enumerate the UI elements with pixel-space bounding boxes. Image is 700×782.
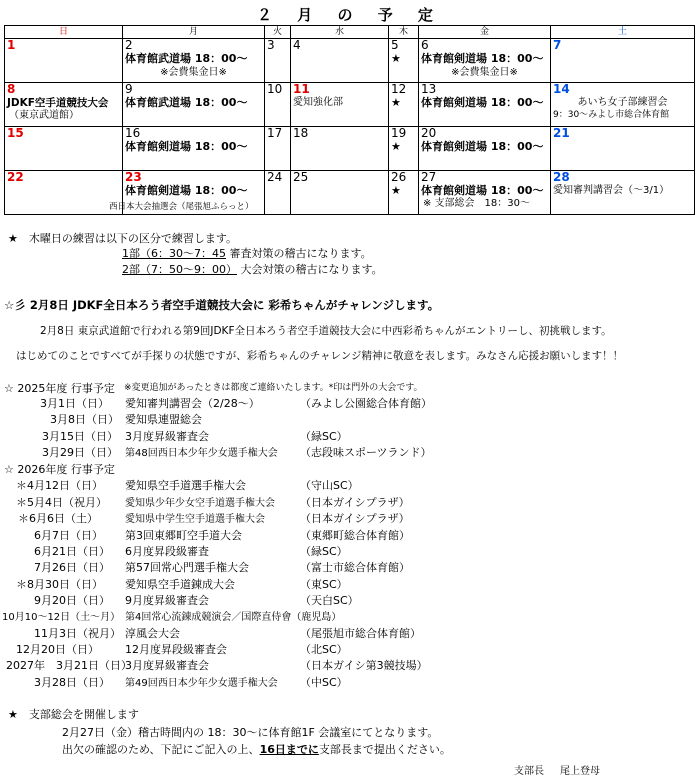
schedule-2026-venue: （北SC） [300,643,348,656]
schedule-2025-venue: （志段味スポーツランド） [300,446,432,459]
schedule-2026-heading: ☆ 2026年度 行事予定 [4,463,115,476]
date-number: 23 [125,170,142,184]
event-note: ※会費集金日※ [160,67,227,78]
schedule-2025-date: 3月15日（日） [42,430,118,443]
schedule-2026-event: 第4回常心流錬成競演会／国際直侍會（鹿児島） [125,612,342,623]
date-number: 20 [421,126,437,140]
schedule-2025-event: 愛知審判講習会（2/28～） [125,397,260,410]
calendar-day-cell [265,83,291,127]
schedule-2026-date: ＊4月12日（日） [16,479,103,492]
calendar-day-cell [291,171,389,215]
practice-event: 体育館剣道場 18：00～ [421,52,544,65]
practice-event: 体育館剣道場 18：00～ [421,184,544,197]
practice-event: 体育館剣道場 18：00～ [125,140,248,153]
practice-event: 体育館剣道場 18：00～ [125,184,248,197]
schedule-note: ※変更追加があったときは都度ご連絡いたします。*印は門外の大会です。 [124,383,423,393]
date-number: 1 [7,38,16,52]
event-note: 9：30～みよし市総合体育館 [553,110,670,120]
schedule-2026-venue: （日本ガイシプラザ） [300,512,410,525]
calendar-week [5,127,695,171]
schedule-2026-venue: （日本ガイシプラザ） [300,496,410,509]
schedule-2026-venue: （尾張旭市総合体育館） [300,627,421,640]
schedule-2026-event: 愛知県空手道錬成大会 [125,578,235,591]
schedule-2026-event: 淳風会大会 [125,627,180,640]
calendar-day-cell [551,83,695,127]
page-title: ２ 月 の 予 定 [257,6,443,24]
signature-name: 尾上登母 [560,766,600,777]
schedule-2026-venue: （守山SC） [300,479,359,492]
thursday-part2 [122,261,383,277]
part1-desc: 審査対策の稽古になります。 [229,247,372,260]
schedule-2026-venue: （東SC） [300,578,348,591]
date-number: 13 [421,82,437,96]
calendar-day-cell [389,171,419,215]
date-number: 21 [553,126,570,140]
date-number: 4 [293,38,301,52]
meeting-heading: ★ 支部総会を開催します [8,708,139,721]
schedule-2026-event: 第3回東郷町空手道大会 [125,529,242,542]
calendar-header-row [5,26,695,39]
star-mark: ★ [391,52,401,65]
calendar-day-cell [123,39,265,83]
event-note: ※会費集金日※ [451,67,518,78]
schedule-2026-event: 愛知県中学生空手道選手権大会 [125,514,265,525]
calendar-day-cell [5,83,123,127]
star-mark: ★ [391,96,401,109]
meeting-line-2-post: 支部長まで提出ください。 [318,743,451,756]
calendar-day-cell [291,127,389,171]
day-header-fri: 金 [419,26,551,39]
date-number: 24 [267,170,283,184]
calendar-day-cell [389,39,419,83]
date-number: 28 [553,170,570,184]
date-number: 14 [553,82,570,96]
date-number: 19 [391,126,407,140]
practice-event: 体育館武道場 18：00～ [125,96,248,109]
schedule-2025-date: 3月8日（日） [50,413,119,426]
schedule-2026-venue: （緑SC） [300,545,348,558]
date-number: 27 [421,170,437,184]
calendar-day-cell [419,171,551,215]
day-header-sat: 土 [551,26,695,39]
schedule-2026-venue: （東郷町総合体育館） [300,529,410,542]
signature-role: 支部長 [514,766,544,777]
day-header-wed: 水 [291,26,389,39]
schedule-2026-date: 9月20日（日） [34,594,110,607]
meeting-line-2 [62,741,451,757]
calendar-day-cell [5,127,123,171]
date-number: 10 [267,82,283,96]
calendar-day-cell [419,39,551,83]
date-number: 5 [391,38,399,52]
calendar-day-cell [5,39,123,83]
practice-event: 体育館武道場 18：00～ [125,52,248,65]
date-number: 16 [125,126,141,140]
calendar-day-cell [389,127,419,171]
schedule-2026-date: 3月28日（日） [34,676,110,689]
schedule-2026-event: 3月度昇級審査会 [125,659,209,672]
calendar-day-cell [419,83,551,127]
day-header-tue: 火 [265,26,291,39]
star-mark: ★ [391,140,401,153]
schedule-2026-venue: （富士市総合体育館） [300,561,410,574]
schedule-2025-date: 3月1日（日） [40,397,109,410]
feature-paragraph-1: 2月8日 東京武道館で行われる第9回JDKF全日本ろう者空手道競技大会に中西彩希ちゃんがエントリーし、初挑戦します。 [40,325,612,337]
calendar-day-cell [123,127,265,171]
day-header-sun: 日 [5,26,123,39]
schedule-2026-venue: （中SC） [300,676,348,689]
date-number: 7 [553,38,562,52]
calendar-day-cell [265,171,291,215]
calendar-day-cell [419,127,551,171]
schedule-2026-event: 12月度昇段級審査会 [125,643,227,656]
calendar-day-cell [123,83,265,127]
date-number: 11 [293,82,310,96]
schedule-2025-heading: ☆ 2025年度 行事予定 [4,382,115,395]
schedule-2026-date: ＊8月30日（日） [16,578,103,591]
event: あいち女子部練習会 [577,97,668,108]
date-number: 26 [391,170,407,184]
part2-desc: 大会対策の稽古になります。 [240,263,383,276]
date-number: 8 [7,82,16,96]
schedule-2025-venue: （緑SC） [300,430,348,443]
calendar-day-cell [551,39,695,83]
calendar-week [5,171,695,215]
calendar-day-cell [5,171,123,215]
schedule-2026-date: 7月26日（日） [34,561,110,574]
tournament-event: JDKF空手道競技大会 [7,97,109,109]
calendar-day-cell [265,39,291,83]
schedule-2026-event: 6月度昇段級審査 [125,545,209,558]
calendar-day-cell [291,83,389,127]
feature-heading: ☆彡 2月8日 JDKF全日本ろう者空手道競技大会に 彩希ちゃんがチャレンジします。 [4,298,440,312]
practice-event: 体育館剣道場 18：00～ [421,140,544,153]
practice-event: 体育館剣道場 18：00～ [421,96,544,109]
calendar-day-cell [291,39,389,83]
calendar-day-cell [109,170,265,215]
date-number: 6 [421,38,429,52]
calendar-day-cell [551,127,695,171]
calendar-day-cell [389,83,419,127]
date-number: 12 [391,82,407,96]
star-mark: ★ [391,184,401,197]
schedule-2025-venue: （みよし公園総合体育館） [300,397,432,410]
part1-time: 1部（6：30～7：45 [122,247,226,260]
schedule-2026-event: 9月度昇級審査会 [125,594,209,607]
meeting-line-2-pre: 出欠の確認のため、下記にご記入の上、 [62,743,260,756]
meeting-line-1: 2月27日（金）稽古時間内の 18：30～に体育館1F 会議室にてとなります。 [62,726,439,739]
event-note: （東京武道館） [9,110,79,121]
schedule-2026-event: 愛知県少年少女空手道選手権大会 [125,498,275,509]
schedule-2026-date: 2027年 3月21日（日） [6,659,132,672]
thursday-part1 [122,245,372,261]
schedule-2026-venue: （天白SC） [300,594,359,607]
date-number: 3 [267,38,275,52]
date-number: 17 [267,126,283,140]
schedule-2026-date: 11月3日（祝月） [34,627,121,640]
schedule-2025-event: 第48回西日本少年少女選手権大会 [125,448,278,459]
date-number: 25 [293,170,309,184]
meeting-deadline: 16日までに [259,743,319,756]
schedule-2026-event: 第49回西日本少年少女選手権大会 [125,678,278,689]
calendar-day-cell [551,171,695,215]
schedule-2026-date: ＊6月6日（土） [18,512,98,525]
schedule-2026-date: ＊5月4日（祝月） [16,496,107,509]
schedule-2026-date: 6月7日（日） [34,529,103,542]
schedule-2026-event: 愛知県空手道選手権大会 [125,479,246,492]
schedule-2026-event: 第57回常心門選手権大会 [125,561,249,574]
part2-time: 2部（7：50～9：00） [122,263,237,276]
schedule-2026-date: 12月20日（日） [16,643,99,656]
schedule-2026-date: 10月10～12日（土～月） [2,612,121,623]
event: 愛知強化部 [293,97,343,108]
calendar-week [5,83,695,127]
date-number: 9 [125,82,133,96]
schedule-2026-venue: （日本ガイシ第3競技場） [300,659,428,672]
date-number: 18 [293,126,309,140]
calendar-day-cell [265,127,291,171]
event-note: ※ 支部総会 18：30～ [423,198,531,209]
schedule-2025-date: 3月29日（日） [42,446,118,459]
schedule-2025-event: 3月度昇級審査会 [125,430,209,443]
date-number: 15 [7,126,24,140]
event: 愛知審判講習会（～3/1） [553,185,670,196]
calendar-table [4,25,695,215]
feature-paragraph-2: はじめてのことですべてが手探りの状態ですが、彩希ちゃんのチャレンジ精神に敬意を表します。みなさん応援お願いします！！ [16,350,624,362]
calendar-week [5,39,695,83]
day-header-thu: 木 [389,26,419,39]
date-number: 2 [125,38,133,52]
schedule-2025-event: 愛知県連盟総会 [125,413,202,426]
date-number: 22 [7,170,24,184]
event-note: 西日本大会抽選会（尾張旭ふらっと） [109,202,254,212]
thursday-notice: ★ 木曜日の練習は以下の区分で練習します。 [8,232,237,245]
schedule-2026-date: 6月21日（日） [34,545,110,558]
day-header-mon: 月 [123,26,265,39]
